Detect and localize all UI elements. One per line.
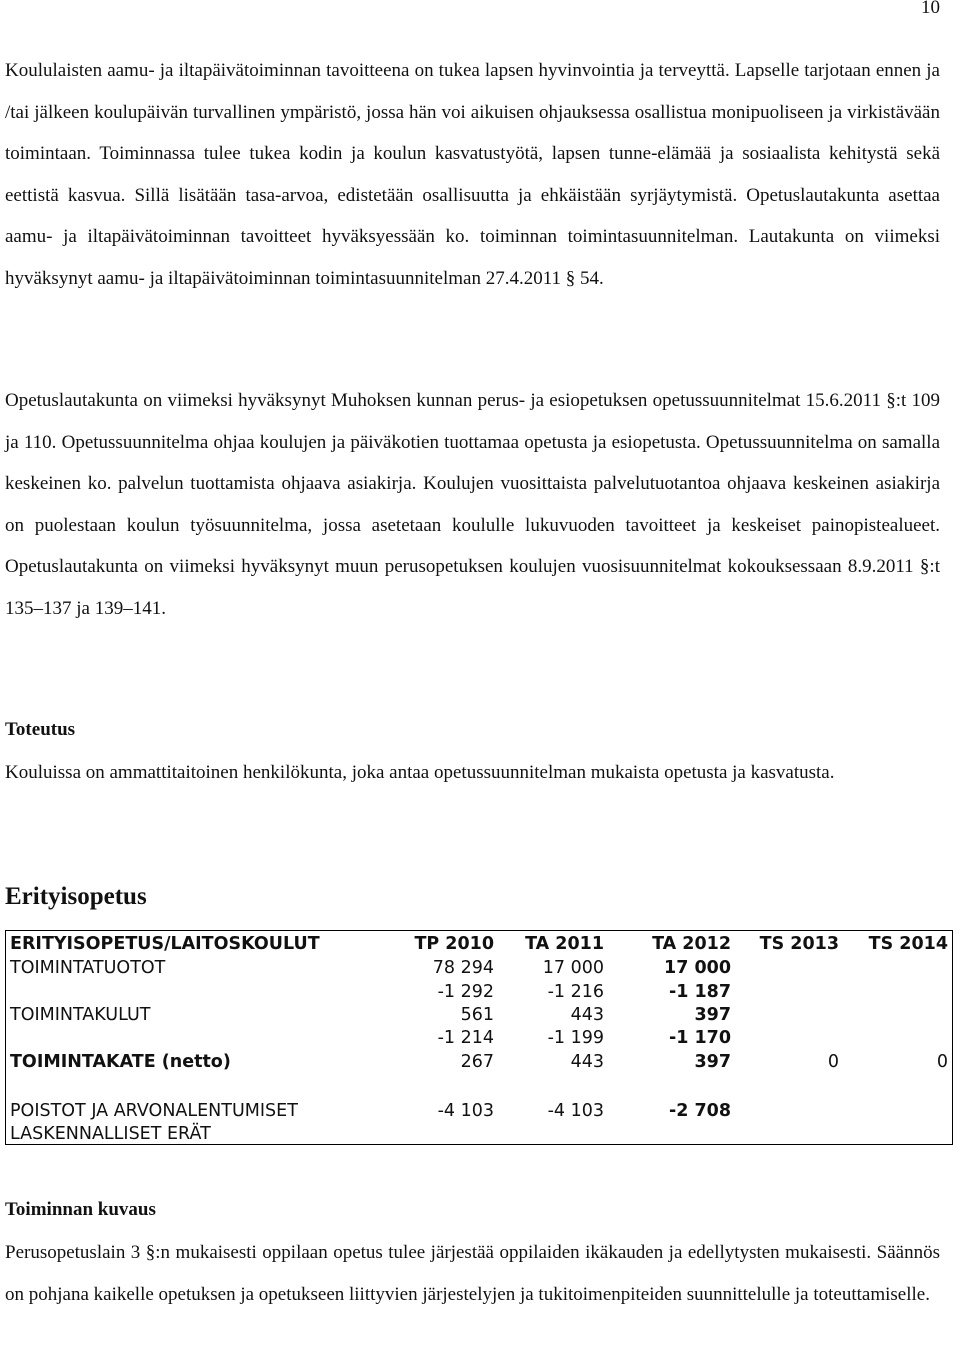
table-cell: 267: [460, 1052, 494, 1072]
table-cell: -1 199: [547, 1028, 604, 1048]
table-cell: 443: [570, 1005, 604, 1025]
table-row: [6, 958, 952, 982]
table-row: [6, 1005, 952, 1029]
budget-table: [5, 930, 953, 1145]
page-number: 10: [921, 0, 940, 18]
paragraph-aamu-iltapaivatoiminta: Koululaisten aamu- ja iltapäivätoiminnan tavoitteena on tukea lapsen hyvinvointia ja terveyttä. Lapselle tarjotaan ennen ja /tai jälkeen koulupäivän turvallinen ympäristö, jossa hän voi aikuisen ohjauksessa osallistua monipuoliseen ja virkistävään toimintaan. Toiminnassa tulee tukea kodin ja koulun kasvatustyötä, lapsen tunne-elämää ja sosiaalista kehitystä sekä eettistä kasvua. Sillä lisätään tasa-arvoa, edistetään osallisuutta ja ehkäistään syrjäytymistä. Opetuslautakunta asettaa aamu- ja iltapäivätoiminnan tavoitteet hyväksyessään ko. toiminnan toimintasuunnitelman. Lautakunta on viimeksi hyväksynyt aamu- ja iltapäivätoiminnan toimintasuunnitelman 27.4.2011 § 54.: [5, 60, 940, 289]
table-row: [6, 1101, 952, 1125]
table-cell: 17 000: [664, 958, 731, 978]
table-cell: POISTOT JA ARVONALENTUMISET: [10, 1101, 298, 1121]
table-row: [6, 1124, 952, 1148]
paragraph-opetussuunnitelmat: Opetuslautakunta on viimeksi hyväksynyt Muhoksen kunnan perus- ja esiopetuksen opetussuunnitelmat 15.6.2011 §:t 109 ja 110. Opetussuunnitelma ohjaa koulujen ja päiväkotien tuottamaa opetusta ja esiopetusta. Opetussuunnitelma on samalla keskeinen ko. palvelun tuottamista ohjaava asiakirja. Koulujen vuosittaista palvelutuotantoa ohjaava keskeinen asiakirja on puolestaan koulun työsuunnitelma, jossa asetetaan koululle lukuvuoden tavoitteet ja keskeiset painopistealueet. Opetuslautakunta on viimeksi hyväksynyt muun perusopetuksen koulujen vuosisuunnitelmat kokouksessaan 8.9.2011 §:t 135–137 ja 139–141.: [5, 390, 940, 619]
table-cell: -1 292: [437, 982, 494, 1002]
table-cell: 397: [694, 1005, 731, 1025]
table-cell: -1 187: [668, 982, 731, 1002]
table-header-cell: TS 2013: [759, 934, 839, 954]
table-cell: -4 103: [547, 1101, 604, 1121]
table-cell: -1 216: [547, 982, 604, 1002]
table-cell: 561: [460, 1005, 494, 1025]
table-cell: LASKENNALLISET ERÄT: [10, 1124, 211, 1144]
table-row: [6, 1028, 952, 1052]
table-cell: 78 294: [432, 958, 494, 978]
table-cell: TOIMINTATUOTOT: [10, 958, 166, 978]
table-cell: -4 103: [437, 1101, 494, 1121]
table-cell: 17 000: [542, 958, 604, 978]
table-row: [6, 1052, 952, 1076]
table-header-cell: ERITYISOPETUS/LAITOSKOULUT: [10, 934, 320, 954]
heading-erityisopetus: Erityisopetus: [5, 883, 147, 910]
table-header-cell: TA 2011: [525, 934, 604, 954]
heading-toteutus: Toteutus: [5, 719, 76, 740]
table-row: [6, 982, 952, 1006]
table-header-row: [6, 934, 952, 958]
table-cell: -2 708: [668, 1101, 731, 1121]
table-cell: TOIMINTAKULUT: [10, 1005, 151, 1025]
table-cell: TOIMINTAKATE (netto): [10, 1052, 231, 1072]
table-cell: 0: [936, 1052, 948, 1072]
paragraph-toteutus: Kouluissa on ammattitaitoinen henkilökunta, joka antaa opetussuunnitelman mukaista opetusta ja kasvatusta.: [5, 762, 835, 783]
table-cell: -1 170: [668, 1028, 731, 1048]
table-header-cell: TA 2012: [652, 934, 731, 954]
table-cell: 397: [694, 1052, 731, 1072]
table-header-cell: TP 2010: [414, 934, 494, 954]
heading-toiminnan-kuvaus: Toiminnan kuvaus: [5, 1199, 156, 1220]
paragraph-toiminnan-kuvaus: Perusopetuslain 3 §:n mukaisesti oppilaan opetus tulee järjestää oppilaiden ikäkauden ja edellytysten mukaisesti. Säännös on pohjana kaikelle opetuksen ja opetukseen liittyvien järjestelyjen ja tukitoimenpiteiden suunnittelulle ja toteuttamiselle.: [5, 1242, 940, 1305]
table-cell: 0: [827, 1052, 839, 1072]
table-header-cell: TS 2014: [868, 934, 948, 954]
table-cell: -1 214: [437, 1028, 494, 1048]
table-cell: 443: [570, 1052, 604, 1072]
